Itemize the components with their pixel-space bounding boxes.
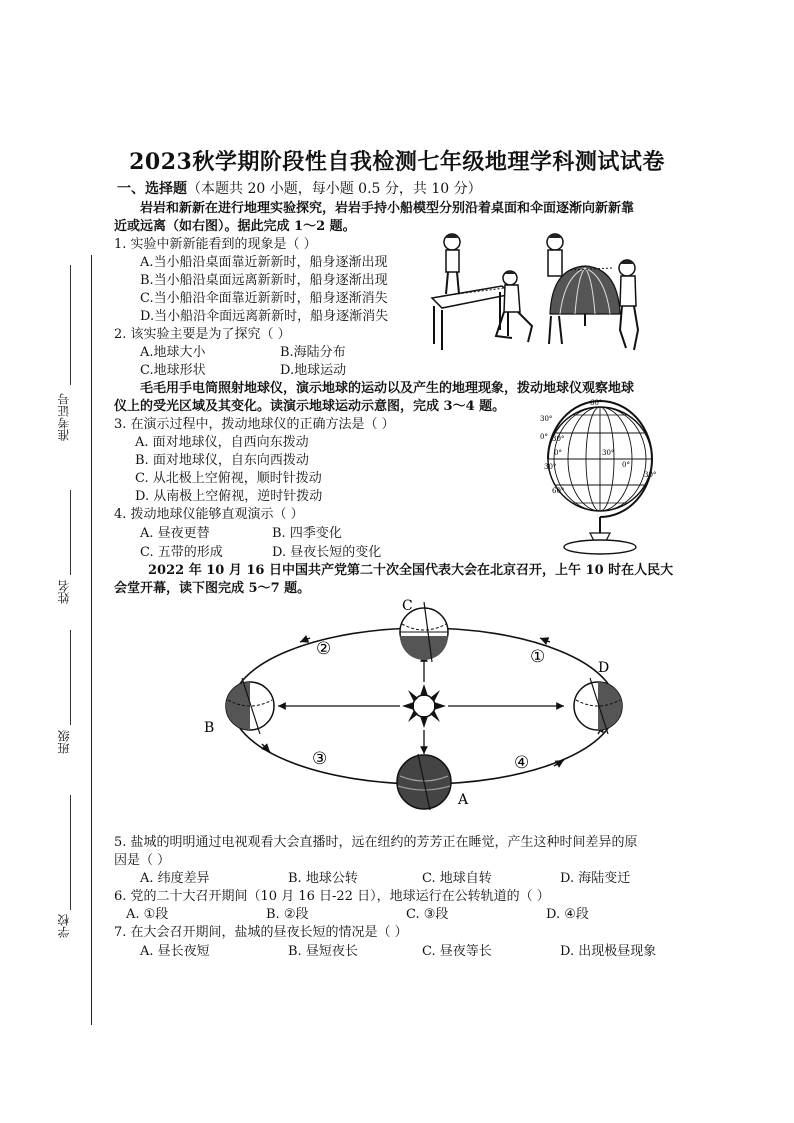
- class-label: 班级: [57, 730, 71, 754]
- q4-stem: 4. 拨动地球仪能够直观演示（ ）: [114, 507, 304, 522]
- q4-option-b: B. 四季变化: [272, 526, 342, 541]
- globe-lat-30n: 30°: [540, 415, 553, 423]
- section-heading-label: 一、选择题: [117, 181, 187, 197]
- q6-option-b: B. ②段: [266, 907, 309, 922]
- q7-option-a: A. 昼长夜短: [140, 944, 210, 959]
- name-blank: [70, 490, 71, 575]
- exam-no-blank: [70, 265, 71, 385]
- q1-option-b: B.当小船沿桌面远离新新时，船身逐渐出现: [140, 273, 388, 288]
- globe-lat-30n-inner: 30°: [552, 435, 565, 443]
- orbit-label-a: A: [458, 792, 469, 808]
- globe-eq-left: 0°: [540, 433, 548, 441]
- globe-lat-60s: 60°: [552, 487, 565, 495]
- q5-option-b: B. 地球公转: [288, 871, 358, 886]
- orbit-label-d: D: [598, 660, 610, 676]
- intro1-line1: 岩岩和新新在进行地理实验探究，岩岩手持小船模型分别沿着桌面和伞面逐渐向新新靠: [140, 201, 635, 216]
- q1-option-c: C.当小船沿伞面靠近新新时，船身逐渐消失: [140, 291, 388, 306]
- q7-stem: 7. 在大会召开期间，盐城的昼夜长短的情况是（ ）: [114, 925, 408, 940]
- class-blank: [70, 630, 71, 725]
- q4-option-d: D. 昼夜长短的变化: [272, 545, 382, 560]
- name-label: 姓名: [57, 580, 71, 604]
- globe-lat-60n: 60°: [590, 399, 603, 407]
- q6-option-c: C. ③段: [406, 907, 449, 922]
- sun-icon: [402, 684, 446, 728]
- q3-option-d: D. 从南极上空俯视，逆时针拨动: [135, 489, 323, 504]
- globe-lat-30s: 30°: [544, 463, 557, 471]
- q5-option-c: C. 地球自转: [422, 871, 492, 886]
- orbit-segment-4: ④: [514, 753, 530, 773]
- orbit-segment-1: ①: [530, 647, 546, 667]
- intro3-line2: 会堂开幕，读下图完成 5～7 题。: [114, 581, 311, 596]
- q2-option-a: A.地球大小: [140, 345, 206, 360]
- q2-option-b: B.海陆分布: [280, 345, 346, 360]
- globe-lon-30: 30°: [602, 449, 615, 457]
- q1-option-a: A.当小船沿桌面靠近新新时，船身逐渐出现: [140, 255, 388, 270]
- q3-option-c: C. 从北极上空俯视，顺时针拨动: [135, 471, 322, 486]
- q4-option-c: C. 五带的形成: [140, 545, 223, 560]
- q2-option-d: D.地球运动: [280, 363, 347, 378]
- q7-option-b: B. 昼短夜长: [288, 944, 358, 959]
- orbit-segment-2: ②: [316, 639, 332, 659]
- q5-stem-line1: 5. 盐城的明明通过电视观看大会直播时，远在纽约的芳芳正在睡觉，产生这种时间差异的原: [114, 835, 638, 850]
- globe-illustration: [540, 395, 665, 557]
- q3-stem: 3. 在演示过程中，拨动地球仪的正确方法是（ ）: [114, 417, 395, 432]
- orbit-label-c: C: [402, 598, 413, 614]
- q1-stem: 1. 实验中新新能看到的现象是（ ）: [114, 237, 317, 252]
- intro1-line2: 近或远离（如右图）。据此完成 1～2 题。: [114, 219, 356, 234]
- q3-option-b: B. 面对地球仪，自东向西拨动: [135, 453, 309, 468]
- school-label: 学校: [57, 914, 71, 938]
- page-title: 2023秋学期阶段性自我检测七年级地理学科测试试卷: [129, 149, 665, 175]
- orbit-diagram: [200, 596, 640, 812]
- q6-stem: 6. 党的二十大召开期间（10 月 16 日-22 日），地球运行在公转轨道的（ ）: [114, 889, 550, 904]
- intro2-line1: 毛毛用手电筒照射地球仪，演示地球的运动以及产生的地理现象，拨动地球仪观察地球: [140, 381, 635, 396]
- q7-option-c: C. 昼夜等长: [422, 944, 492, 959]
- q1-option-d: D.当小船沿伞面远离新新时，船身逐渐消失: [140, 309, 389, 324]
- school-blank: [70, 795, 71, 910]
- section-heading-note: （本题共 20 小题，每小题 0.5 分，共 10 分）: [187, 181, 482, 197]
- earth-b: [226, 678, 274, 734]
- earth-a: [397, 754, 451, 810]
- q3-option-a: A. 面对地球仪，自西向东拨动: [135, 435, 309, 450]
- globe-eq: 0°: [622, 461, 630, 469]
- q5-stem-line2: 因是（ ）: [114, 853, 171, 868]
- globe-lon-0: 0°: [554, 449, 562, 457]
- binding-margin-line: [91, 255, 92, 1025]
- globe-lat-30s-right: 30°: [644, 471, 657, 479]
- q6-option-d: D. ④段: [546, 907, 589, 922]
- exam-no-label: 准考证号: [57, 393, 71, 441]
- intro3-line1: 2022 年 10 月 16 日中国共产党第二十次全国代表大会在北京召开，上午 10 时在人民大: [148, 563, 674, 578]
- q2-option-c: C.地球形状: [140, 363, 206, 378]
- q5-option-d: D. 海陆变迁: [560, 871, 631, 886]
- q5-option-a: A. 纬度差异: [140, 871, 210, 886]
- q2-stem: 2. 该实验主要是为了探究（ ）: [114, 327, 291, 342]
- section-heading: [117, 180, 482, 198]
- q7-option-d: D. 出现极昼现象: [560, 944, 657, 959]
- orbit-label-b: B: [204, 720, 215, 736]
- q4-option-a: A. 昼夜更替: [140, 526, 210, 541]
- experiment-illustration: [420, 226, 650, 356]
- orbit-segment-3: ③: [312, 749, 328, 769]
- intro2-line2: 仪上的受光区域及其变化。读演示地球运动示意图，完成 3～4 题。: [114, 399, 506, 414]
- q6-option-a: A. ①段: [126, 907, 169, 922]
- earth-d: [574, 678, 622, 734]
